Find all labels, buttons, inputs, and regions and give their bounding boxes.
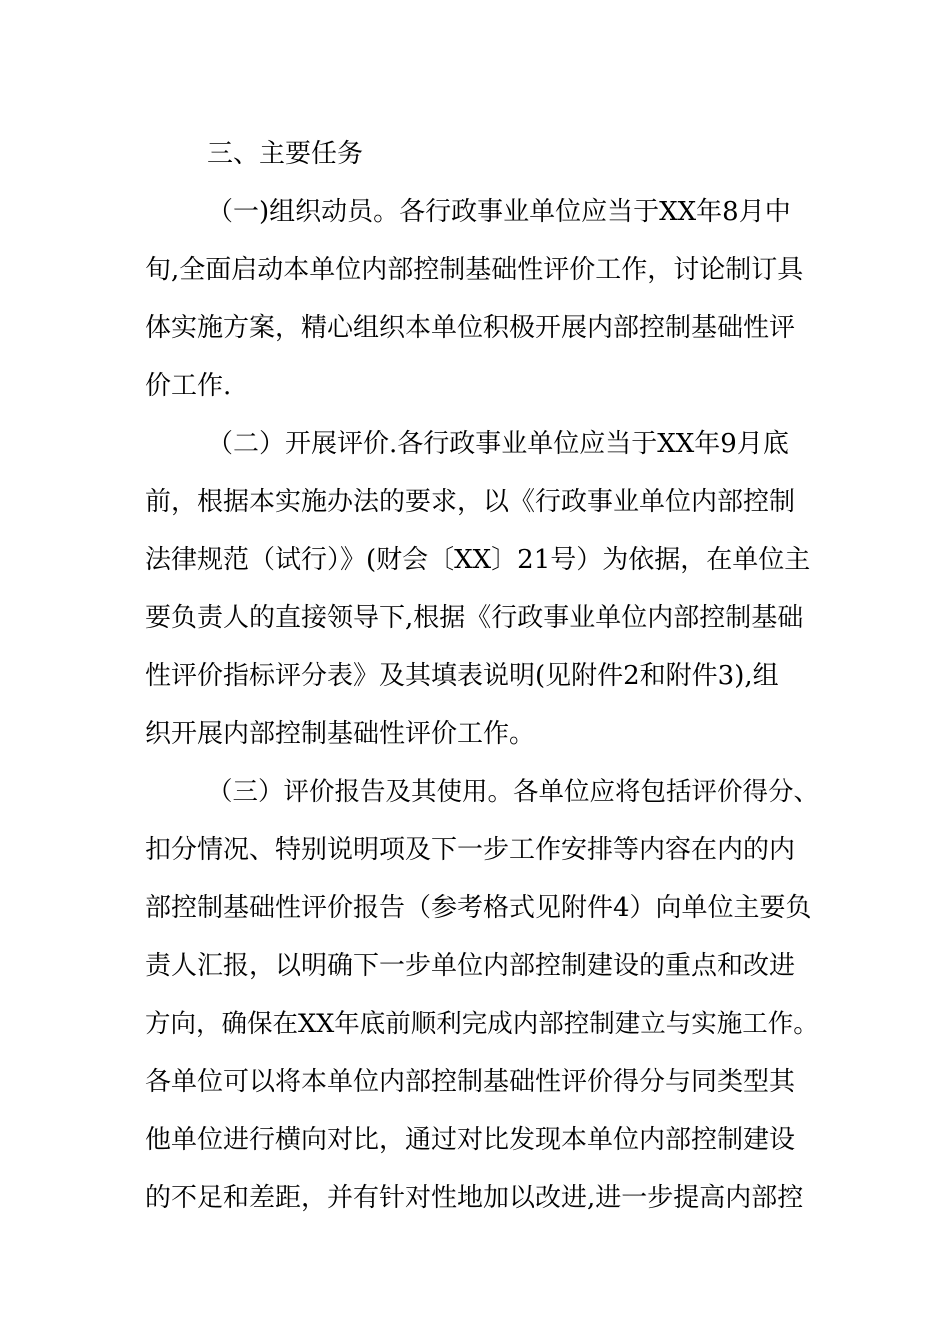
paragraph-2-line-3: 法律规范（试行）》(财会〔XX〕21号）为依据，在单位主 (145, 545, 811, 575)
paragraph-1-line-2: 旬,全面启动本单位内部控制基础性评价工作，讨论制订具 (145, 255, 804, 285)
paragraph-1-line-4: 价工作. (145, 371, 232, 401)
paragraph-2-line-4: 要负责人的直接领导下,根据《行政事业单位内部控制基础 (145, 603, 804, 633)
paragraph-3-line-3: 部控制基础性评价报告（参考格式见附件4）向单位主要负 (145, 893, 812, 923)
paragraph-3-line-1: （三）评价报告及其使用。各单位应将包括评价得分、 (207, 777, 820, 807)
paragraph-1-line-1: （一)组织动员。各行政事业单位应当于XX年8月中 (207, 197, 791, 227)
section-heading: 三、主要任务 (207, 139, 364, 169)
paragraph-3-line-8: 的不足和差距，并有针对性地加以改进,进一步提高内部控 (145, 1183, 804, 1213)
paragraph-1-line-3: 体实施方案，精心组织本单位积极开展内部控制基础性评 (145, 313, 796, 343)
paragraph-2-line-1: （二）开展评价.各行政事业单位应当于XX年9月底 (207, 429, 789, 459)
paragraph-3-line-5: 方向，确保在XX年底前顺利完成内部控制建立与实施工作。 (145, 1009, 819, 1039)
paragraph-3-line-7: 他单位进行横向对比，通过对比发现本单位内部控制建设 (145, 1125, 796, 1155)
paragraph-3-line-4: 责人汇报，以明确下一步单位内部控制建设的重点和改进 (145, 951, 796, 981)
paragraph-2-line-2: 前，根据本实施办法的要求，以《行政事业单位内部控制 (145, 487, 796, 517)
paragraph-2-line-6: 织开展内部控制基础性评价工作。 (145, 719, 536, 749)
paragraph-3-line-2: 扣分情况、特别说明项及下一步工作安排等内容在内的内 (145, 835, 796, 865)
paragraph-2-line-5: 性评价指标评分表》及其填表说明(见附件2和附件3),组 (145, 661, 779, 691)
paragraph-3-line-6: 各单位可以将本单位内部控制基础性评价得分与同类型其 (145, 1067, 796, 1097)
